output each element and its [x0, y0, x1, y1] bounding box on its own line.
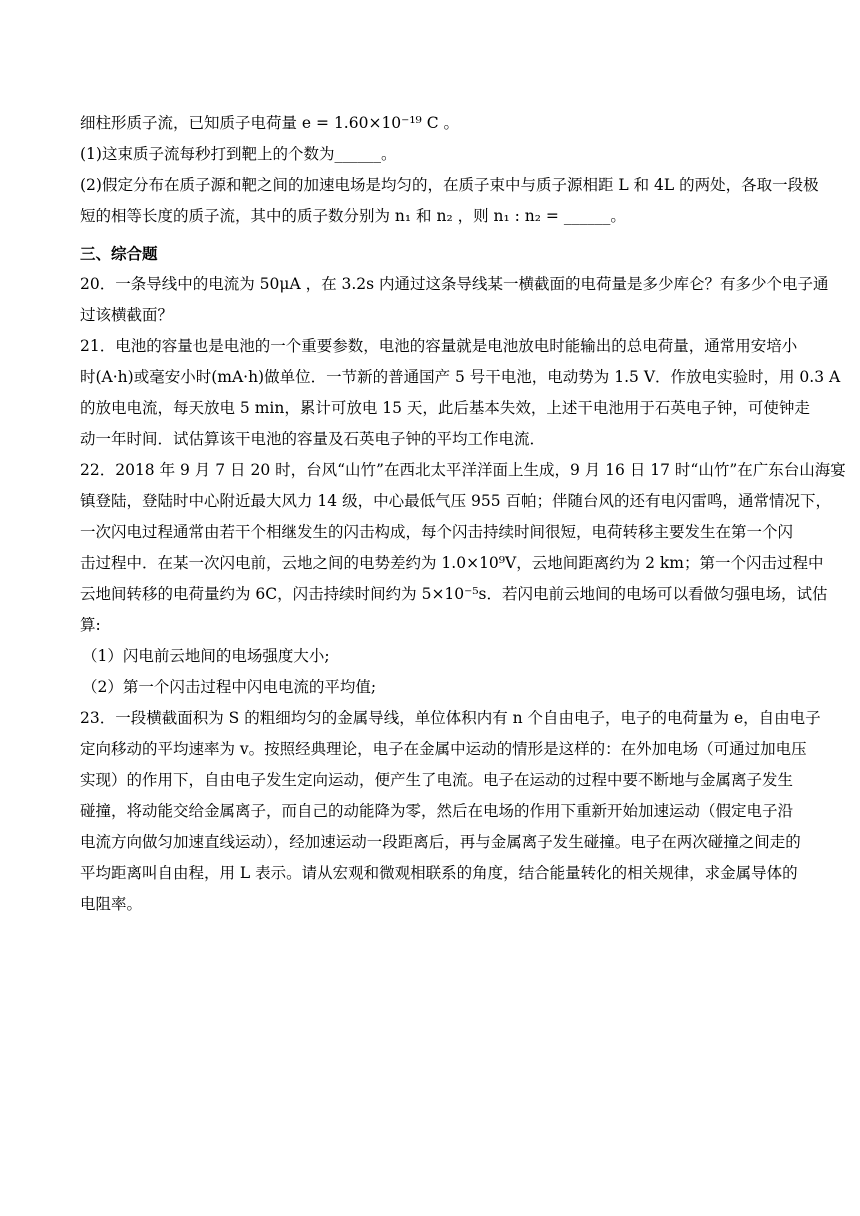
q22-line: 一次闪电过程通常由若干个相继发生的闪击构成，每个闪击持续时间很短，电荷转移主要发生在第一个闪	[80, 523, 794, 541]
q23-line: 电阻率。	[80, 895, 143, 913]
q23-line: 23．一段横截面积为 S 的粗细均匀的金属导线，单位体积内有 n 个自由电子，电子的电荷量为 e，自由电子	[80, 709, 821, 727]
q21-line: 时(A·h)或毫安小时(mA·h)做单位．一节新的普通国产 5 号干电池，电动势为 1.5 V．作放电实验时，用 0.3 A	[80, 368, 841, 386]
q19-continuation-line: 细柱形质子流，已知质子电荷量 e = 1.60×10⁻¹⁹ C 。	[80, 114, 459, 132]
q22-subquestion-1: （1）闪电前云地间的电场强度大小;	[82, 647, 330, 665]
q22-line: 云地间转移的电荷量约为 6C，闪击持续时间约为 5×10⁻⁵s．若闪电前云地间的电场可以看做匀强电场，试估	[80, 585, 828, 603]
q19-part2-line2: 短的相等长度的质子流，其中的质子数分别为 n₁ 和 n₂ ，则 n₁ : n₂ = ______。	[80, 207, 626, 225]
q21-line: 21．电池的容量也是电池的一个重要参数，电池的容量就是电池放电时能输出的总电荷量，通常用安培小	[80, 337, 798, 355]
page-content	[80, 108, 846, 920]
q23-line: 定向移动的平均速率为 v。按照经典理论，电子在金属中运动的情形是这样的：在外加电场（可通过加电压	[80, 740, 807, 758]
q22-line: 击过程中．在某一次闪电前，云地之间的电势差约为 1.0×10⁹V，云地间距离约为 2 km；第一个闪击过程中	[80, 554, 824, 572]
q21-line: 动一年时间．试估算该干电池的容量及石英电子钟的平均工作电流．	[80, 430, 546, 448]
q19-part1: (1)这束质子流每秒打到靶上的个数为______。	[80, 145, 397, 163]
q23-line: 电流方向做匀加速直线运动），经加速运动一段距离后，再与金属离子发生碰撞。电子在两次碰撞之间走的	[80, 833, 801, 851]
q22-line: 22．2018 年 9 月 7 日 20 时，台风“山竹”在西北太平洋洋面上生成，9 月 16 日 17 时“山竹”在广东台山海宴	[80, 461, 846, 479]
q20-line: 过该横截面？	[80, 306, 174, 324]
q19-part2-line1: (2)假定分布在质子源和靶之间的加速电场是均匀的，在质子束中与质子源相距 L 和 4L 的两处，各取一段极	[80, 176, 819, 194]
q22-line: 算:	[80, 616, 101, 634]
q22-line: 镇登陆，登陆时中心附近最大风力 14 级，中心最低气压 955 百帕；伴随台风的还有电闪雷鸣，通常情况下，	[80, 492, 832, 510]
q22-subquestion-2: （2）第一个闪击过程中闪电电流的平均值;	[82, 678, 377, 696]
section-title: 三、综合题	[80, 244, 158, 263]
q23-line: 碰撞，将动能交给金属离子，而自己的动能降为零，然后在电场的作用下重新开始加速运动（假定电子沿	[80, 802, 794, 820]
q20-line: 20．一条导线中的电流为 50μA ，在 3.2s 内通过这条导线某一横截面的电荷量是多少库仑？有多少个电子通	[80, 275, 829, 293]
q21-line: 的放电电流，每天放电 5 min，累计可放电 15 天，此后基本失效，上述干电池用于石英电子钟，可使钟走	[80, 399, 810, 417]
q23-line: 实现）的作用下，自由电子发生定向运动，便产生了电流。电子在运动的过程中要不断地与金属离子发生	[80, 771, 794, 789]
q23-line: 平均距离叫自由程，用 L 表示。请从宏观和微观相联系的角度，结合能量转化的相关规律，求金属导体的	[80, 864, 798, 882]
